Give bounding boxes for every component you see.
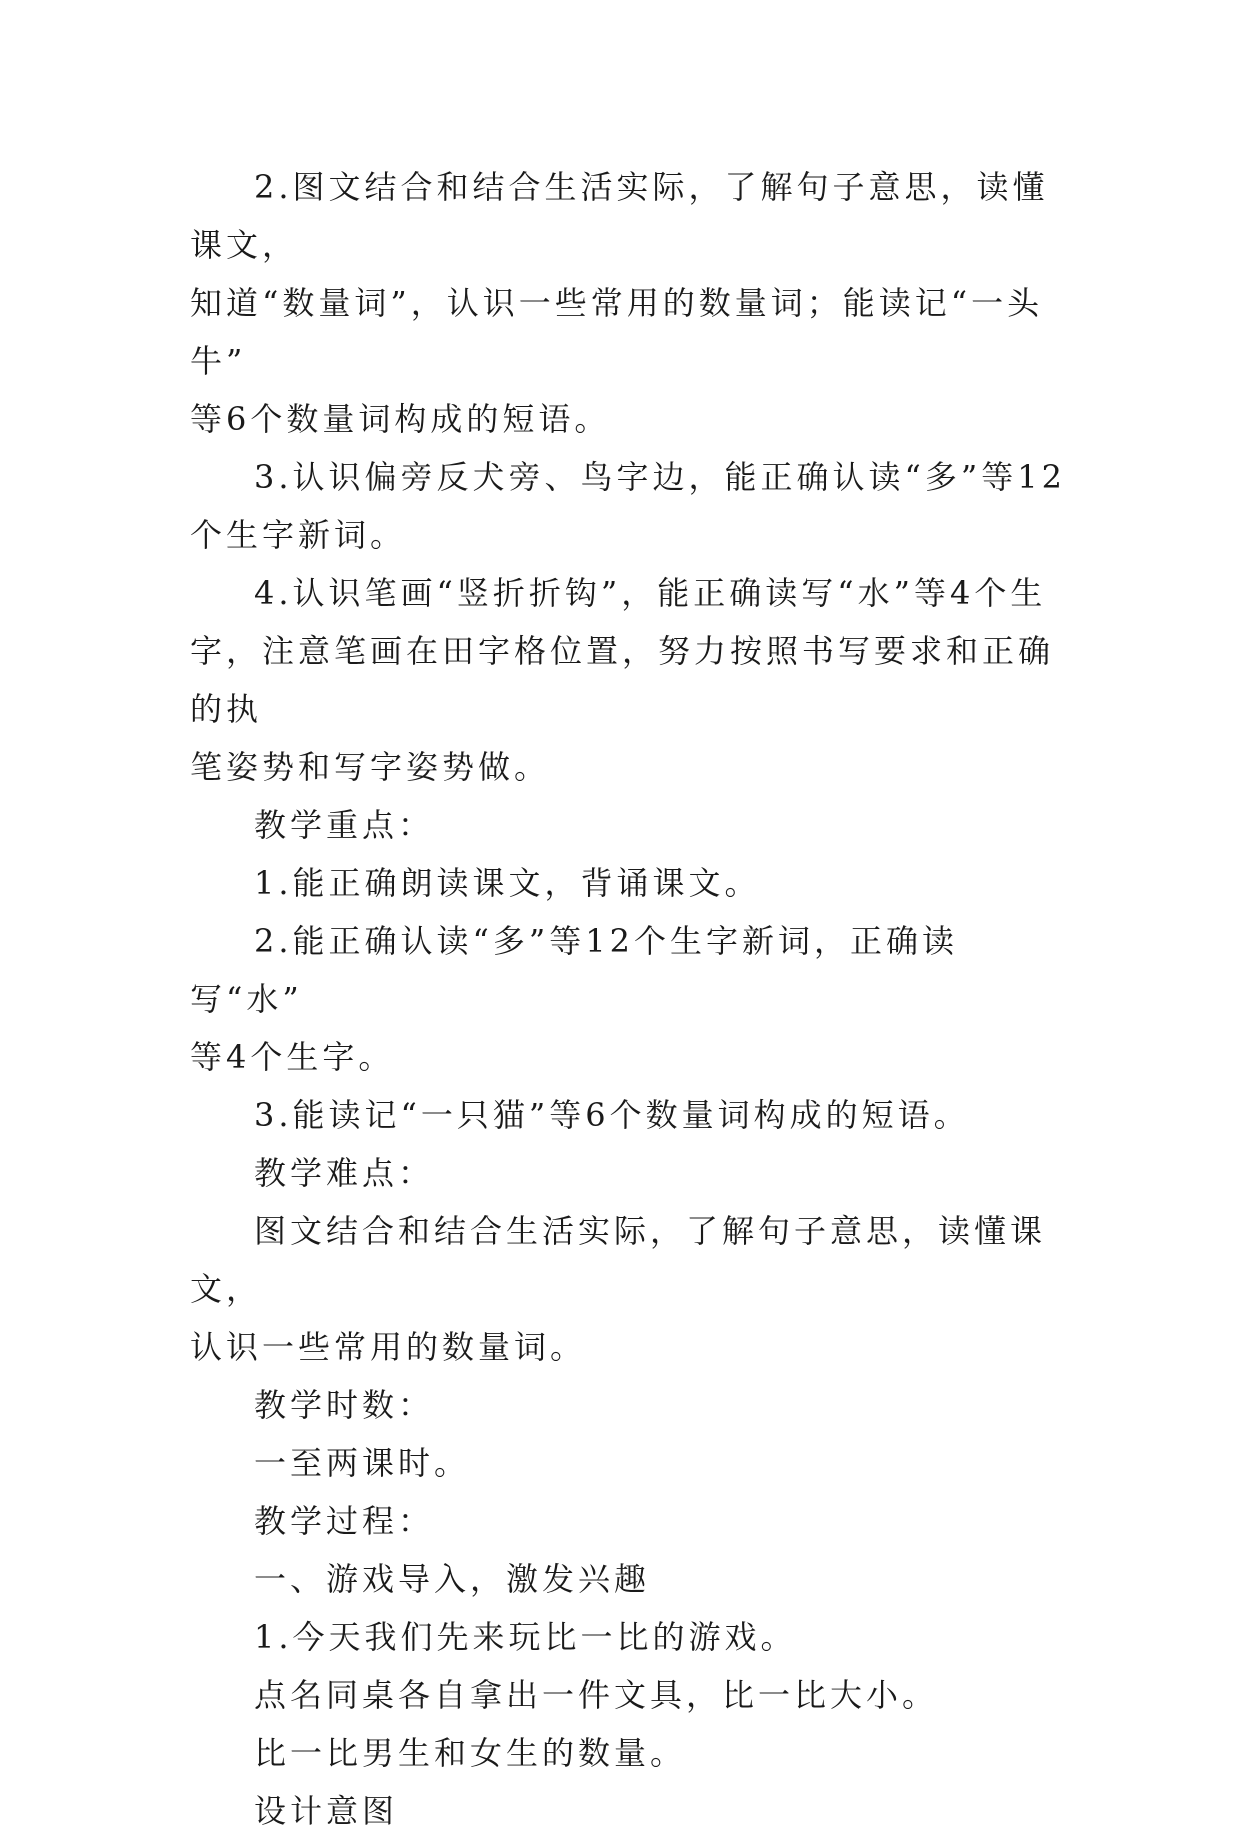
section-heading-class-hours <box>190 1376 1070 1434</box>
key-point-3 <box>190 1086 1070 1144</box>
text-line: 等6个数量词构成的短语。 <box>190 400 611 438</box>
objective-paragraph-4 <box>190 564 1070 796</box>
text-line: 认识一些常用的数量词。 <box>190 1328 587 1366</box>
text-line: 设计意图 <box>254 1792 399 1830</box>
process-item-3 <box>190 1724 1070 1782</box>
text-line: 1.能正确朗读课文，背诵课文。 <box>254 864 761 902</box>
text-line: 等4个生字。 <box>190 1038 395 1076</box>
document-body <box>190 158 1070 1840</box>
text-line: 图文结合和结合生活实际，了解句子意思，读懂课文， <box>190 1212 1047 1308</box>
design-intent-heading <box>190 1782 1070 1840</box>
section-heading-process <box>190 1492 1070 1550</box>
text-line: 教学重点： <box>254 806 435 844</box>
text-line: 教学过程： <box>254 1502 435 1540</box>
text-line: 2.图文结合和结合生活实际，了解句子意思，读懂课文， <box>190 168 1049 264</box>
text-line: 个生字新词。 <box>190 516 407 554</box>
process-step-heading <box>190 1550 1070 1608</box>
text-line: 3.能读记“一只猫”等6个数量词构成的短语。 <box>254 1096 970 1134</box>
key-point-1 <box>190 854 1070 912</box>
objective-paragraph-3 <box>190 448 1070 564</box>
process-item-2 <box>190 1666 1070 1724</box>
text-line: 点名同桌各自拿出一件文具，比一比大小。 <box>254 1676 939 1714</box>
section-heading-key-points <box>190 796 1070 854</box>
text-line: 一、游戏导入，激发兴趣 <box>254 1560 651 1598</box>
text-line: 1.今天我们先来玩比一比的游戏。 <box>254 1618 797 1656</box>
text-line: 2.能正确认读“多”等12个生字新词，正确读写“水” <box>190 922 958 1018</box>
text-line: 4.认识笔画“竖折折钩”，能正确读写“水”等4个生 <box>254 574 1047 612</box>
text-line: 字，注意笔画在田字格位置，努力按照书写要求和正确的执 <box>190 632 1055 728</box>
process-item-1 <box>190 1608 1070 1666</box>
section-heading-difficulties <box>190 1144 1070 1202</box>
text-line: 3.认识偏旁反犬旁、鸟字边，能正确认读“多”等12 <box>254 458 1066 496</box>
text-line: 教学难点： <box>254 1154 435 1192</box>
text-line: 一至两课时。 <box>254 1444 471 1482</box>
text-line: 知道“数量词”，认识一些常用的数量词；能读记“一头牛” <box>190 284 1044 380</box>
text-line: 笔姿势和写字姿势做。 <box>190 748 551 786</box>
text-line: 教学时数： <box>254 1386 435 1424</box>
key-point-2 <box>190 912 1070 1086</box>
difficulty-paragraph <box>190 1202 1070 1376</box>
class-hours-value <box>190 1434 1070 1492</box>
objective-paragraph-2 <box>190 158 1070 448</box>
text-line: 比一比男生和女生的数量。 <box>254 1734 687 1772</box>
